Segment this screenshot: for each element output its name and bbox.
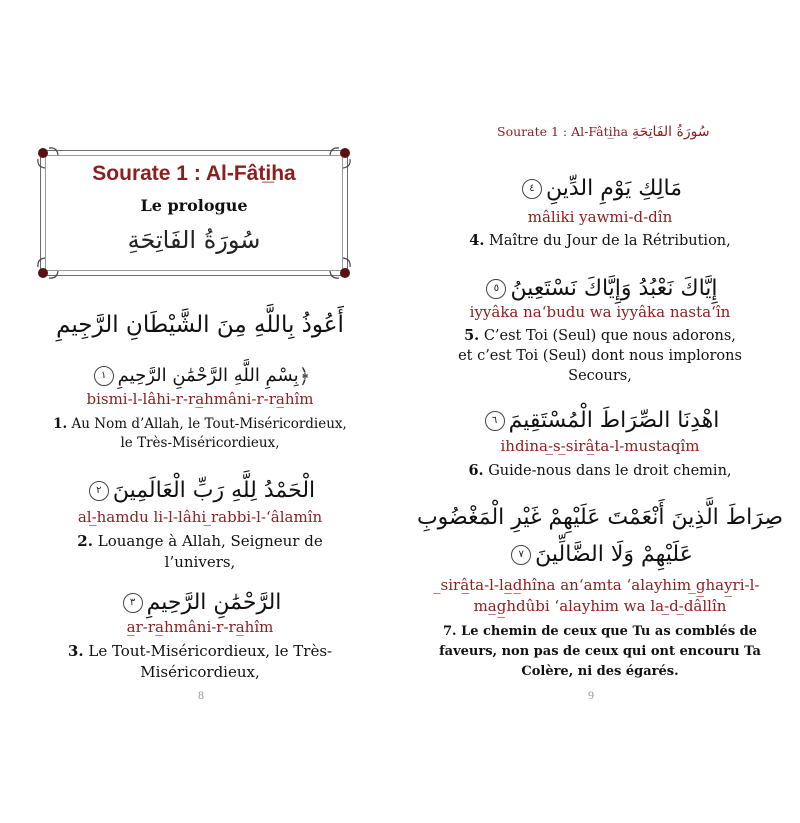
verse-2-translation [20,531,380,573]
transliteration-line: ma̲g̲hdûbi ‘alayhim wa la-̲d-̲dâllîn [473,597,727,615]
translation-line: Colère, ni des égarés. [521,664,679,679]
verse-arabic-text: اهْدِنَا الصِّرَاطَ الْمُسْتَقِيمَ [508,408,720,433]
verse-6-arabic [400,408,800,433]
verse-number: 3. [67,642,84,660]
verse-7-transliteration [400,575,800,617]
translation-line: Guide-nous dans le droit chemin, [488,463,732,479]
verse-number: 1. [53,416,68,432]
verse-7-translation [400,622,800,682]
verse-1-transliteration: bismi-l-lâhi-r-ra̲hmâni-r-ra̲hîm [86,390,314,408]
ayah-number-badge: ٤ [522,179,542,199]
verse-3-translation [20,641,380,683]
running-header [497,124,710,140]
verse-arabic-text: الرَّحْمَٰنِ الرَّحِيمِ [146,590,282,615]
verse-4-arabic [400,176,800,201]
translation-line: le Très-Miséricordieux, [120,435,280,451]
verse-6-transliteration: ihdina-̲s-̲sirâ̲ta-l-mustaqîm [500,437,700,455]
translation-line: 7. Le chemin de ceux que Tu as comblés de [442,624,758,639]
verse-3-transliteration: a̲r-ra̲hmâni-r-ra̲hîm [126,618,274,636]
verse-2-arabic [20,478,380,503]
verse-arabic-text: مَالِكِ يَوْمِ الدِّينِ [545,176,683,201]
transliteration-line: ̲sirâ̲ta-l-la̲d̲hîna an‘amta ‘alayhim ̲g̲hay̲ri-l- [440,576,760,594]
ayah-number-badge: ٧ [511,545,531,565]
sourate-arabic-title: سُورَةُ الفَاتِحَةِ [127,226,261,254]
verse-7-arabic-line-1: صِرَاطَ الَّذِينَ أَنْعَمْتَ عَلَيْهِمْ غَيْرِ الْمَغْضُوبِ [416,505,784,530]
verse-number: 5. [464,327,480,344]
page-number: 8 [198,688,204,702]
page-number: 9 [588,688,594,702]
running-header-arabic: سُورَةُ الفَاتِحَةِ [632,124,710,140]
translation-line: l’univers, [164,553,236,571]
verse-1-translation [20,415,380,453]
ayah-bracket-icon: ﴿ [298,364,311,388]
verse-arabic-text: إِيَّاكَ نَعْبُدُ وَإِيَّاكَ نَسْتَعِينُ [510,276,718,301]
verse-number: 4. [469,232,485,249]
ayah-number-badge: ١ [94,366,114,386]
verse-1-arabic [20,364,380,388]
ayah-number-badge: ٣ [123,593,143,613]
sourate-title: Sourate 1 : Al-Fâti̲ha [92,162,296,185]
verse-arabic-text: عَلَيْهِمْ وَلَا الضَّالِّينَ [535,542,693,567]
translation-line: Miséricordieux, [140,663,260,681]
verse-number: 6. [468,462,484,479]
translation-line: Le Tout-Miséricordieux, le Très- [88,642,333,660]
running-header-title: Sourate 1 : Al-Fâti̲ha [497,124,629,139]
verse-3-arabic [20,590,380,615]
ayah-number-badge: ٢ [89,481,109,501]
translation-line: et c’est Toi (Seul) dont nous implorons [458,348,742,364]
verse-5-translation [400,326,800,386]
verse-2-transliteration: al-̲hamdu li-l-lâhi ̲rabbi-l-‘âlamîn [77,508,323,526]
verse-5-arabic [400,276,800,301]
ayah-number-badge: ٦ [485,411,505,431]
translation-line: Maître du Jour de la Rétribution, [489,233,731,249]
ayah-number-badge: ٥ [486,279,506,299]
verse-number: 2. [77,532,93,550]
verse-6-translation [400,461,800,481]
ornament-corner-icon [327,255,353,281]
translation-line: C’est Toi (Seul) que nous adorons, [483,328,736,344]
verse-4-transliteration: mâliki yawmi-d-dîn [527,208,673,226]
verse-arabic-text: بِسْمِ اللَّهِ الرَّحْمَٰنِ الرَّحِيمِ [117,365,299,386]
verse-7-arabic-line-2 [400,542,800,567]
right-page [400,0,800,823]
translation-line: Secours, [568,368,632,384]
ornament-corner-icon [35,255,61,281]
verse-arabic-text: الْحَمْدُ لِلَّهِ رَبِّ الْعَالَمِينَ [112,478,316,503]
translation-line: Louange à Allah, Seigneur de [97,532,323,550]
translation-line: Au Nom d’Allah, le Tout-Miséricordieux, [71,416,347,432]
translation-line: faveurs, non pas de ceux qui ont encouru Ta [439,644,761,659]
isti3adha-arabic: أَعُوذُ بِاللَّهِ مِنَ الشَّيْطَانِ الرَّجِيمِ [56,312,344,338]
verse-4-translation [400,231,800,251]
sourate-subtitle: Le prologue [140,196,248,215]
verse-5-transliteration: iyyâka na‘budu wa iyyâka nasta‘în [469,303,731,321]
